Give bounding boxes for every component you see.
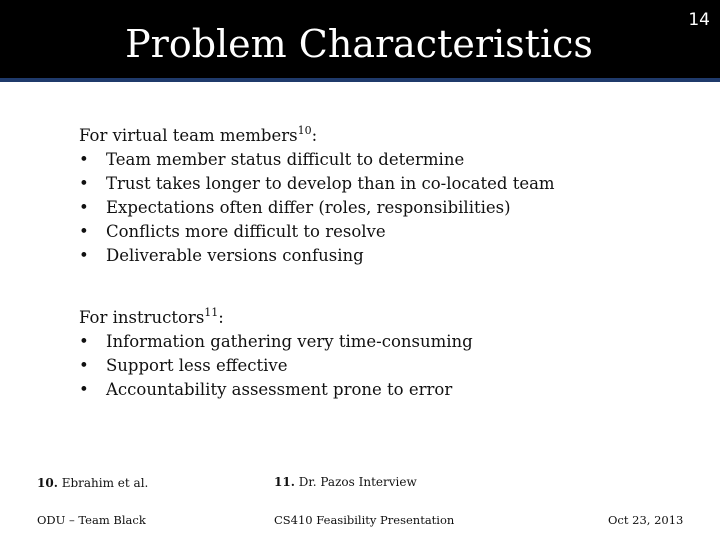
instructors-bullet-list	[79, 330, 679, 402]
bullet-item	[79, 172, 679, 196]
heading-colon: :	[218, 308, 224, 327]
bullet-text: Information gathering very time-consuming	[106, 332, 473, 351]
reference-10	[37, 476, 148, 490]
bullet-text: Accountability assessment prone to error	[106, 380, 453, 399]
heading-colon: :	[311, 126, 318, 145]
bullet-glyph: •	[79, 356, 89, 375]
bullet-glyph: •	[79, 150, 89, 169]
reference-marker-10: 10	[297, 124, 312, 137]
reference-marker-11: 11	[204, 306, 219, 319]
bullet-item	[79, 148, 679, 172]
bullet-text: Trust takes longer to develop than in co-located team	[106, 174, 555, 193]
bullet-item	[79, 378, 679, 402]
bullet-glyph: •	[79, 198, 89, 217]
reference-10-number: 10.	[37, 476, 58, 490]
reference-10-text: Ebrahim et al.	[61, 476, 149, 490]
bullet-glyph: •	[79, 174, 89, 193]
instructors-heading	[79, 306, 679, 330]
reference-11-number: 11.	[274, 475, 295, 489]
reference-11-text: Dr. Pazos Interview	[298, 475, 417, 489]
bullet-text: Team member status difficult to determine	[106, 150, 465, 169]
footer-team: ODU – Team Black	[37, 513, 146, 527]
instructors-section	[79, 306, 679, 402]
virtual-team-section	[79, 124, 679, 268]
instructors-heading-text: For instructors	[79, 308, 205, 327]
bullet-glyph: •	[79, 222, 89, 241]
bullet-text: Conflicts more difficult to resolve	[106, 222, 386, 241]
bullet-glyph: •	[79, 380, 89, 399]
bullet-glyph: •	[79, 332, 89, 351]
footer-date: Oct 23, 2013	[608, 513, 684, 527]
bullet-text: Deliverable versions confusing	[106, 246, 364, 265]
bullet-item	[79, 244, 679, 268]
bullet-text: Support less effective	[106, 356, 288, 375]
virtual-team-bullet-list	[79, 148, 679, 268]
title-bar-rule	[0, 78, 720, 82]
reference-11	[274, 475, 417, 489]
virtual-team-heading-text: For virtual team members	[79, 126, 298, 145]
bullet-item	[79, 354, 679, 378]
slide-number: 14	[688, 10, 710, 30]
bullet-item	[79, 196, 679, 220]
slide-title: Problem Characteristics	[125, 22, 593, 66]
bullet-item	[79, 330, 679, 354]
bullet-item	[79, 220, 679, 244]
bullet-glyph: •	[79, 246, 89, 265]
bullet-text: Expectations often differ (roles, responsibilities)	[106, 198, 511, 217]
footer-presentation: CS410 Feasibility Presentation	[274, 513, 455, 527]
virtual-team-heading	[79, 124, 679, 148]
